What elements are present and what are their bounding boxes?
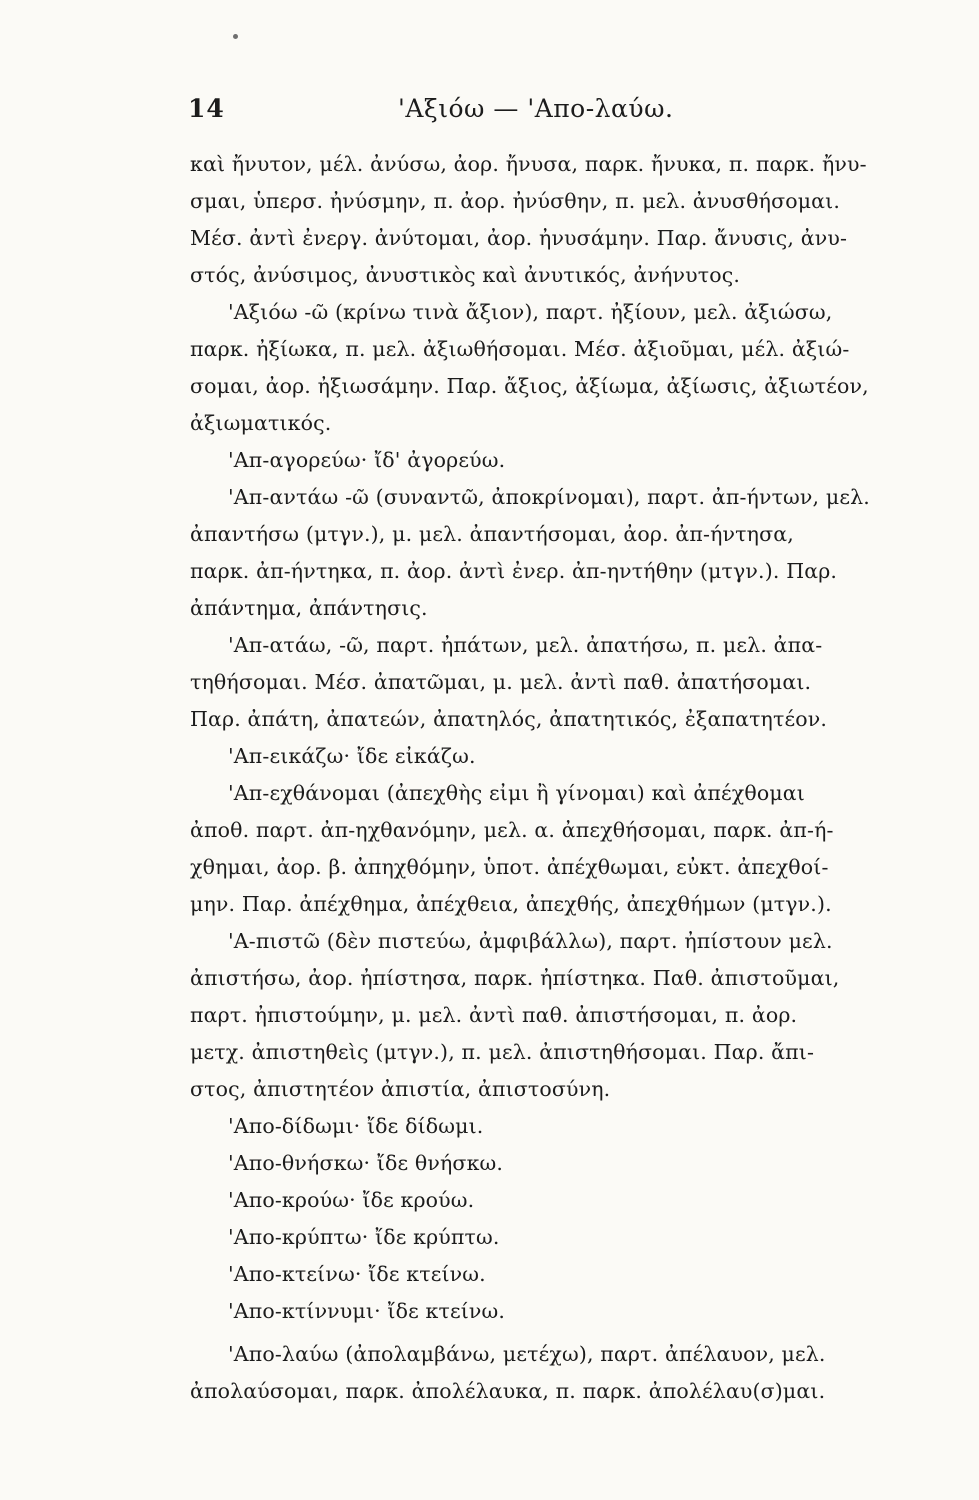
entry-line: 'Απο-κτίννυμι· ἴδε κτείνω. (228, 1299, 506, 1323)
entry-line: 'Απ-εχθάνομαι (ἀπεχθὴς εἰμι ἢ γίνομαι) καὶ ἀπέχθομαι (228, 781, 805, 805)
running-title: 'Αξιόω — 'Απο-λαύω. (398, 94, 674, 123)
text-line: σομαι, ἀορ. ἠξιωσάμην. Παρ. ἄξιος, ἀξίωμα, ἀξίωσις, ἀξιωτέον, (190, 374, 869, 398)
entry-line: 'Απ-εικάζω· ἴδε εἰκάζω. (228, 744, 476, 768)
entry-line: 'Απο-κτείνω· ἴδε κτείνω. (228, 1262, 486, 1286)
text-line: ἀποθ. παρτ. ἀπ-ηχθανόμην, μελ. α. ἀπεχθήσομαι, παρκ. ἀπ-ή- (190, 818, 834, 842)
entry-line: 'Απ-ατάω, -ῶ, παρτ. ἠπάτων, μελ. ἀπατήσω, π. μελ. ἀπα- (228, 633, 823, 657)
text-line: ἀπαντήσω (μτγν.), μ. μελ. ἀπαντήσομαι, ἀορ. ἀπ-ήντησα, (190, 522, 794, 546)
text-line: μετχ. ἀπιστηθεὶς (μτγν.), π. μελ. ἀπιστηθήσομαι. Παρ. ἄπι- (190, 1040, 815, 1064)
entry-line: 'Απο-κρούω· ἴδε κρούω. (228, 1188, 475, 1212)
entry-line: 'Απο-θνήσκω· ἴδε θνήσκω. (228, 1151, 504, 1175)
text-line: ἀπάντημα, ἀπάντησις. (190, 596, 428, 620)
dictionary-text (190, 146, 878, 1410)
entry-line: 'Αξιόω -ῶ (κρίνω τινὰ ἄξιον), παρτ. ἠξίουν, μελ. ἀξιώσω, (228, 300, 833, 324)
entry-line: 'Απο-κρύπτω· ἴδε κρύπτω. (228, 1225, 500, 1249)
text-line: χθημαι, ἀορ. β. ἀπηχθόμην, ὑποτ. ἀπέχθωμαι, εὐκτ. ἀπεχθοί- (190, 855, 829, 879)
text-line: Παρ. ἀπάτη, ἀπατεών, ἀπατηλός, ἀπατητικός, ἐξαπατητέον. (190, 707, 828, 731)
text-line: παρκ. ἠξίωκα, π. μελ. ἀξιωθήσομαι. Μέσ. ἀξιοῦμαι, μέλ. ἀξιώ- (190, 337, 850, 361)
text-line: καὶ ἤνυτον, μέλ. ἀνύσω, ἀορ. ἤνυσα, παρκ. ἤνυκα, π. παρκ. ἤνυ- (190, 152, 867, 176)
text-line: ἀξιωματικός. (190, 411, 332, 435)
text-line: ἀπιστήσω, ἀορ. ἠπίστησα, παρκ. ἠπίστηκα. Παθ. ἀπιστοῦμαι, (190, 966, 840, 990)
text-line: σμαι, ὑπερσ. ἠνύσμην, π. ἀορ. ἠνύσθην, π. μελ. ἀνυσθήσομαι. (190, 189, 841, 213)
text-line: μην. Παρ. ἀπέχθημα, ἀπέχθεια, ἀπεχθής, ἀπεχθήμων (μτγν.). (190, 892, 832, 916)
text-line: Μέσ. ἀντὶ ἐνεργ. ἀνύτομαι, ἀορ. ἠνυσάμην. Παρ. ἄνυσις, ἀνυ- (190, 226, 848, 250)
text-line: τηθήσομαι. Μέσ. ἀπατῶμαι, μ. μελ. ἀντὶ παθ. ἀπατήσομαι. (190, 670, 812, 694)
page-header (188, 94, 878, 130)
page-number: 14 (188, 94, 225, 123)
entry-line: 'Απο-λαύω (ἀπολαμβάνω, μετέχω), παρτ. ἀπέλαυον, μελ. (228, 1342, 826, 1366)
text-line: παρκ. ἀπ-ήντηκα, π. ἀορ. ἀντὶ ἐνερ. ἀπ-ηντήθην (μτγν.). Παρ. (190, 559, 838, 583)
text-line: ἀπολαύσομαι, παρκ. ἀπολέλαυκα, π. παρκ. ἀπολέλαυ(σ)μαι. (190, 1379, 826, 1403)
entry-line: 'Α-πιστῶ (δὲν πιστεύω, ἀμφιβάλλω), παρτ. ἠπίστουν μελ. (228, 929, 833, 953)
ink-speck (233, 34, 238, 39)
text-line: στός, ἀνύσιμος, ἀνυστικὸς καὶ ἀνυτικός, ἀνήνυτος. (190, 263, 741, 287)
entry-line: 'Απ-αντάω -ῶ (συναντῶ, ἀποκρίνομαι), παρτ. ἀπ-ήντων, μελ. (228, 485, 870, 509)
text-line: παρτ. ἠπιστούμην, μ. μελ. ἀντὶ παθ. ἀπιστήσομαι, π. ἀορ. (190, 1003, 798, 1027)
text-line: στος, ἀπιστητέον ἀπιστία, ἀπιστοσύνη. (190, 1077, 611, 1101)
entry-line: 'Απο-δίδωμι· ἴδε δίδωμι. (228, 1114, 484, 1138)
entry-line: 'Απ-αγορεύω· ἴδ' ἀγορεύω. (228, 448, 506, 472)
